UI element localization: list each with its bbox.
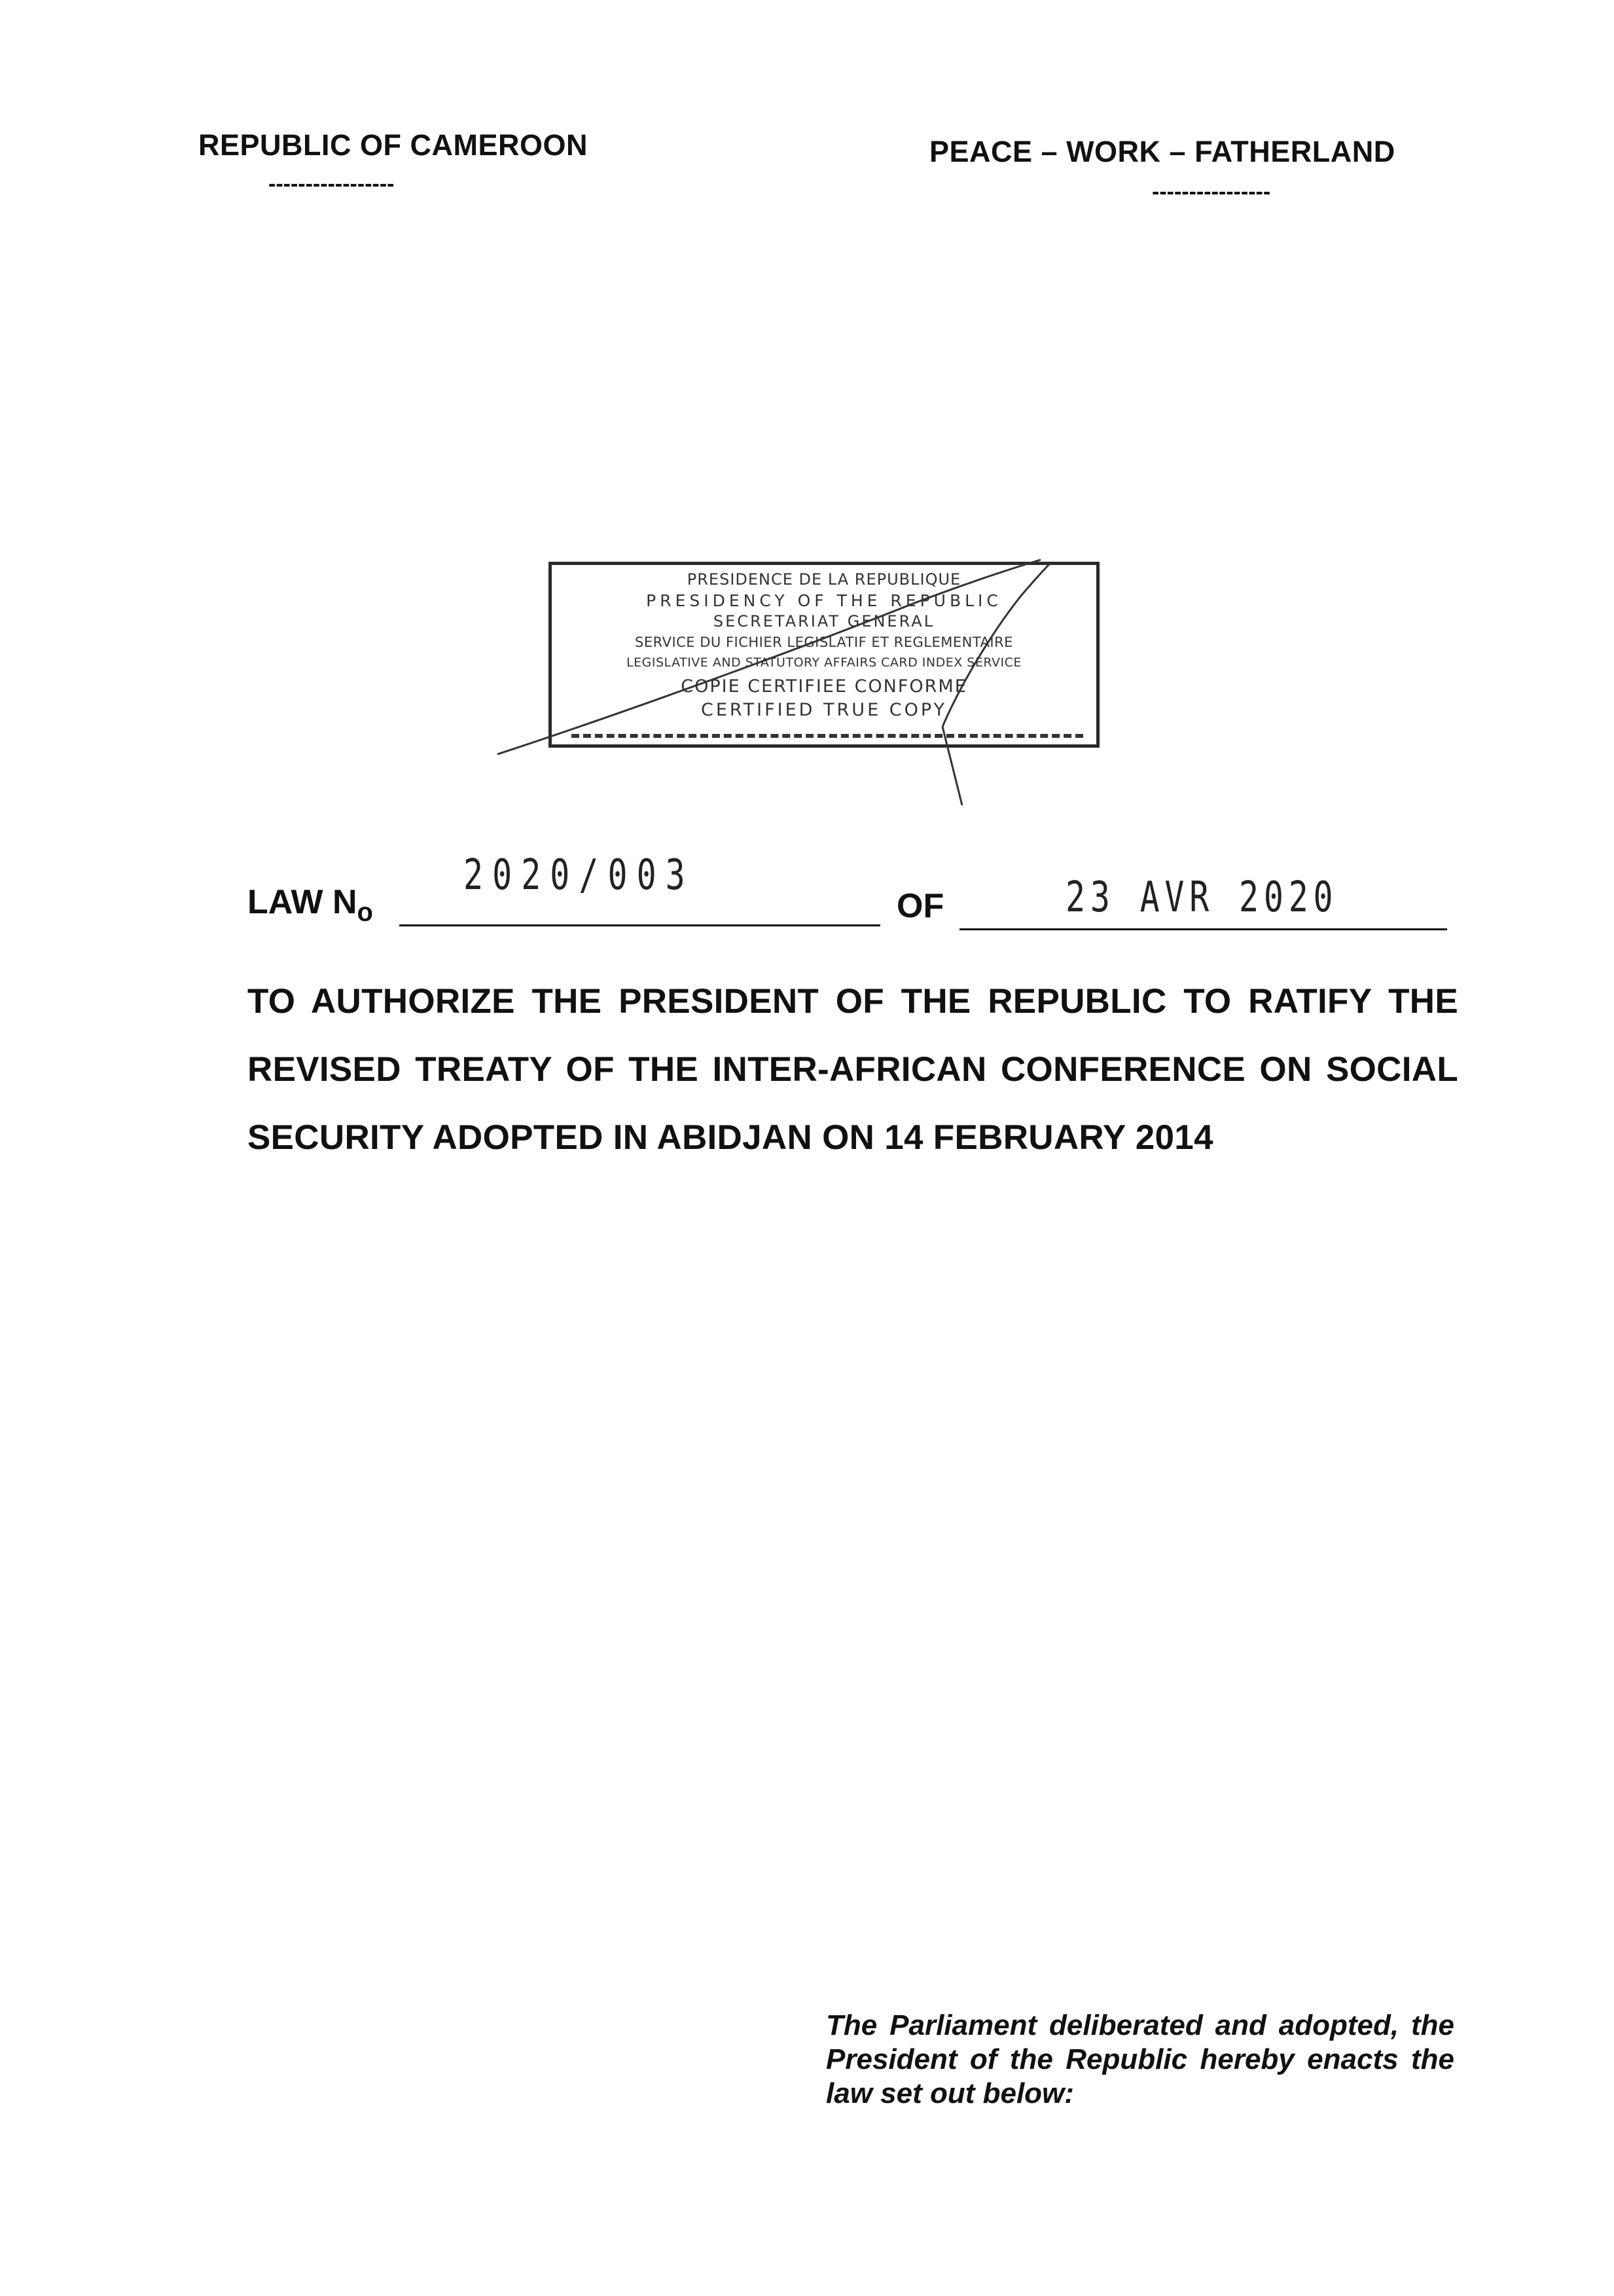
stamp-line-7: CERTIFIED TRUE COPY — [700, 700, 948, 720]
law-number-value: 2020/003 — [463, 851, 694, 900]
law-of-label: OF — [897, 887, 944, 925]
stamp-line-3: SECRETARIAT GENERAL — [713, 612, 935, 630]
header-left-rule: ----------------- — [268, 172, 395, 196]
certified-copy-stamp — [548, 562, 1100, 748]
law-date-value: 23 AVR 2020 — [1066, 873, 1338, 922]
law-date-underline — [959, 928, 1447, 930]
header-right-rule: ---------------- — [1152, 179, 1271, 204]
law-title: TO AUTHORIZE THE PRESIDENT OF THE REPUBLIC TO RATIFY THE REVISED TREATY OF THE INTER-AFRICAN CONFERENCE ON SOCIAL SECURITY ADOPTED IN ABIDJAN ON 14 FEBRUARY 2014 — [247, 982, 1458, 1157]
header-left-title: REPUBLIC OF CAMEROON — [198, 128, 588, 162]
law-number-label — [247, 883, 373, 927]
stamp-dashed-rule — [571, 734, 1083, 738]
law-label-text: LAW N — [247, 883, 357, 921]
header-right-title: PEACE – WORK – FATHERLAND — [929, 135, 1395, 168]
stamp-line-4: SERVICE DU FICHIER LEGISLATIF ET REGLEMENTAIRE — [635, 634, 1013, 650]
stamp-line-5: LEGISLATIVE AND STATUTORY AFFAIRS CARD INDEX SERVICE — [626, 655, 1022, 670]
stamp-line-6: COPIE CERTIFIEE CONFORME — [681, 676, 967, 697]
stamp-line-2: PRESIDENCY OF THE REPUBLIC — [646, 591, 1002, 610]
enactment-formula: The Parliament deliberated and adopted, the President of the Republic hereby enacts the law set out below: — [826, 2009, 1454, 2109]
stamp-line-1: PRESIDENCE DE LA REPUBLIQUE — [687, 570, 961, 589]
law-number-underline — [399, 924, 880, 926]
law-label-subscript: o — [357, 898, 373, 927]
